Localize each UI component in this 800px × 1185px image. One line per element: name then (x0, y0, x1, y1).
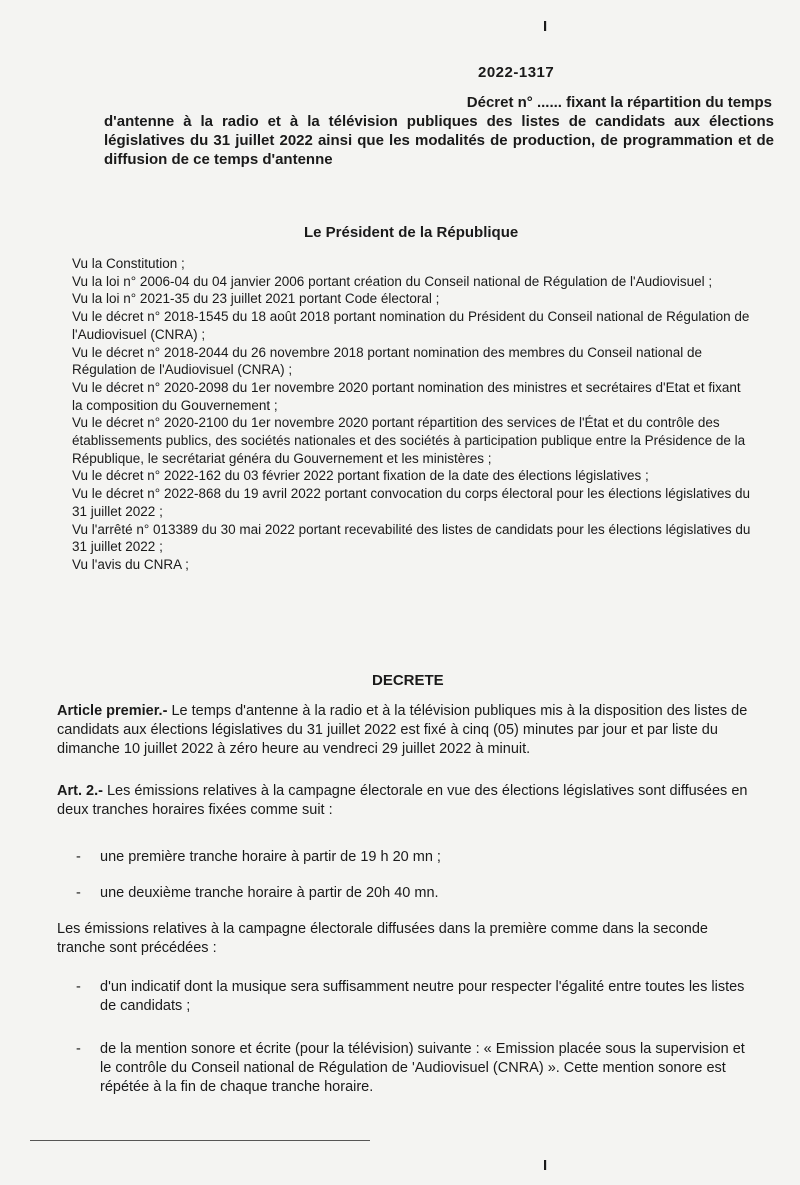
article-1-label: Article premier.- (57, 703, 168, 719)
visa-item: Vu le décret n° 2020-2098 du 1er novembre 2020 portant nomination des ministres et secrétaires d'Etat et fixant la composition du Gouvernement ; (72, 379, 741, 413)
dash-bullet: - (76, 849, 81, 865)
dash-bullet: - (76, 979, 81, 995)
decree-title-rest: d'antenne à la radio et à la télévision publiques des listes de candidats aux élections législatives du 31 juillet 2022 ainsi que les modalités de production, de programmation et de diffusion de ce temps d'antenne (104, 113, 774, 168)
visa-item: Vu le décret n° 2020-2100 du 1er novembre 2020 portant répartition des services de l'État et du contrôle des établissements publics, des sociétés nationales et des sociétés à participation publique entre la Présidence de la République, le secrétariat généra du Gouvernement et les ministères ; (72, 415, 746, 466)
visa-item: Vu l'avis du CNRA ; (72, 556, 189, 572)
precedence-text: d'un indicatif dont la musique sera suffisamment neutre pour respecter l'égalité entre toutes les listes de candidats ; (100, 979, 745, 1014)
visa-item: Vu la loi n° 2006-04 du 04 janvier 2006 portant création du Conseil national de Régulation de l'Audiovisuel ; (72, 273, 713, 289)
dash-bullet: - (76, 885, 81, 901)
dash-bullet: - (76, 1041, 81, 1057)
visa-item: Vu le décret n° 2018-2044 du 26 novembre 2018 portant nomination des membres du Conseil national de Régulation de l'Audiovisuel (CNRA) ; (72, 344, 703, 378)
visa-item: Vu le décret n° 2022-162 du 03 février 2022 portant fixation de la date des élections législatives ; (72, 468, 649, 484)
article-1 (57, 702, 757, 759)
visa-item: Vu l'arrêté n° 013389 du 30 mai 2022 portant recevabilité des listes de candidats pour les élections législatives du 31 juillet 2022 ; (72, 521, 751, 555)
footer-rule (30, 1140, 370, 1141)
decree-title (104, 93, 774, 169)
decrete-heading: DECRETE (372, 672, 444, 689)
tranche-item (76, 884, 756, 903)
page-mark-top: I (543, 18, 548, 35)
visa-item: Vu la loi n° 2021-35 du 23 juillet 2021 portant Code électoral ; (72, 291, 440, 307)
decree-number: 2022-1317 (478, 64, 555, 81)
article-2-label: Art. 2.- (57, 783, 103, 799)
visa-item: Vu le décret n° 2018-1545 du 18 août 2018 portant nomination du Président du Conseil national de Régulation de l'Audiovisuel (CNRA) ; (72, 309, 750, 342)
precedence-paragraph: Les émissions relatives à la campagne électorale diffusées dans la première comme dans la seconde tranche sont précédées : (57, 921, 708, 956)
precedence-item (76, 1040, 756, 1097)
decree-title-first-line: Décret n° ...... fixant la répartition du temps (466, 94, 772, 111)
president-heading: Le Président de la République (304, 224, 519, 241)
precedence-item (76, 978, 756, 1016)
visa-item: Vu la Constitution ; (72, 256, 185, 271)
visa-item: Vu le décret n° 2022-868 du 19 avril 2022 portant convocation du corps électoral pour les élections législatives du 31 juillet 2022 ; (72, 486, 751, 519)
article-2-text: Les émissions relatives à la campagne électorale en vue des élections législatives sont diffusées en deux tranches horaires fixées comme suit : (57, 783, 748, 818)
article-2 (57, 782, 757, 820)
precedence-text: de la mention sonore et écrite (pour la télévision) suivante : « Emission placée sous la supervision et le contrôle du Conseil national de Régulation de 'Audiovisuel (CNRA) ». Cette mention sonore est répétée à la fin de chaque tranche horaire. (100, 1041, 745, 1095)
tranche-item (76, 848, 756, 867)
tranche-text: une deuxième tranche horaire à partir de 20h 40 mn. (100, 885, 439, 901)
visas-list (72, 255, 752, 574)
tranche-text: une première tranche horaire à partir de 19 h 20 mn ; (100, 849, 441, 865)
page-mark-bottom: I (543, 1157, 548, 1174)
article-1-text: Le temps d'antenne à la radio et à la télévision publiques mis à la disposition des listes de candidats aux élections législatives du 31 juillet 2022 est fixé à cinq (05) minutes par jour et par liste du dimanche 10 juillet 2022 à zéro heure au vendreci 29 juillet 2022 à minuit. (57, 703, 748, 757)
